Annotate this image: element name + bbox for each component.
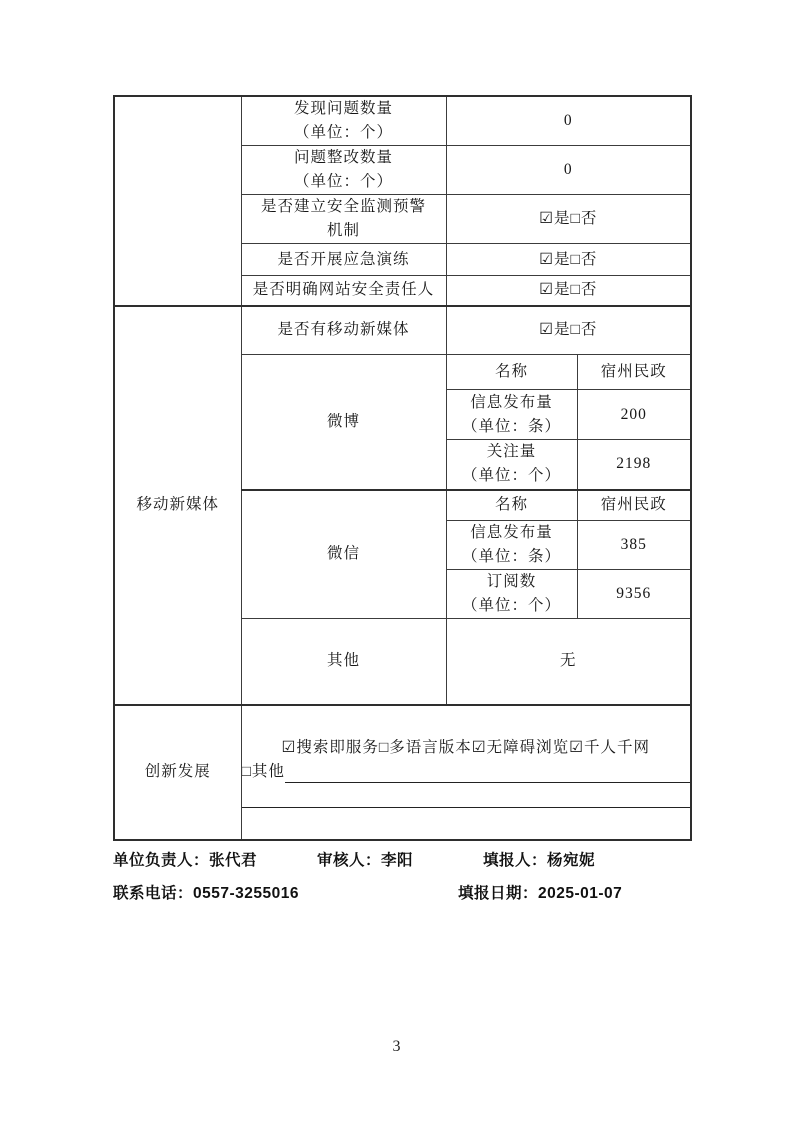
label-line-1: 发现问题数量 [293, 100, 393, 117]
group-cell-mobile-media: 移动新媒体 [114, 306, 241, 705]
label-line-1: 关注量 [486, 443, 537, 461]
table-row [114, 306, 691, 355]
label-line-1: 问题整改数量 [293, 149, 393, 166]
emergency-drill-label: 是否开展应急演练 [241, 244, 446, 276]
innovation-cell [241, 705, 691, 840]
blank-underline [285, 760, 690, 783]
other-media-value: 无 [446, 619, 691, 705]
security-warning-mechanism-label [241, 195, 446, 244]
option-search-as-service: ☑搜索即服务 [281, 739, 379, 756]
issues-rectified-label [241, 146, 446, 195]
footer-responsible: 单位负责人：张代君 [113, 852, 258, 869]
weibo-label: 微博 [241, 355, 446, 490]
footer-phone: 联系电话：0557-3255016 [113, 885, 299, 902]
label-line-1: 信息发布量 [470, 393, 553, 411]
issues-found-label [241, 96, 446, 146]
weibo-posts-value: 200 [577, 390, 691, 440]
label-line-2: （单位：条） [461, 548, 561, 565]
weibo-followers-label [446, 440, 577, 490]
table-row [114, 705, 691, 840]
option-multilingual: □多语言版本 [378, 739, 472, 756]
label-line-2: （单位：个） [293, 124, 393, 141]
other-media-label: 其他 [241, 619, 446, 705]
emergency-drill-checkbox: ☑是□否 [446, 244, 691, 276]
report-table [113, 95, 692, 841]
innovation-options [242, 736, 691, 760]
wechat-subscribers-label [446, 570, 577, 619]
wechat-subscribers-value: 9356 [577, 570, 691, 619]
weibo-name-value: 宿州民政 [577, 355, 691, 390]
weibo-name-label: 名称 [446, 355, 577, 390]
label-line-1: 订阅数 [486, 573, 537, 590]
issues-rectified-value: 0 [446, 146, 691, 195]
label-line-2: （单位：条） [461, 417, 561, 435]
issues-found-value: 0 [446, 96, 691, 146]
security-responsible-person-checkbox: ☑是□否 [446, 276, 691, 306]
wechat-name-label: 名称 [446, 490, 577, 521]
security-warning-mechanism-checkbox: ☑是□否 [446, 195, 691, 244]
footer-date: 填报日期：2025-01-07 [458, 885, 623, 902]
innovation-other-line [242, 760, 691, 787]
blank-underline [242, 787, 691, 808]
option-qianren-qianwang: ☑千人千网 [569, 739, 651, 756]
footer-filler: 填报人：杨宛妮 [483, 852, 596, 869]
wechat-posts-value: 385 [577, 521, 691, 570]
option-other: □其他 [241, 763, 285, 780]
option-accessible-browsing: ☑无障碍浏览 [471, 739, 570, 756]
wechat-label: 微信 [241, 490, 446, 619]
label-line-2: （单位：个） [461, 597, 561, 614]
label-line-1: 信息发布量 [470, 524, 553, 541]
footer-reviewer: 审核人：李阳 [317, 852, 414, 869]
label-line-2: （单位：个） [293, 173, 393, 190]
group-cell-blank [114, 96, 241, 306]
wechat-name-value: 宿州民政 [577, 490, 691, 521]
label-line-2: （单位：个） [461, 467, 561, 485]
table-row [114, 96, 691, 146]
has-mobile-media-checkbox: ☑是□否 [446, 306, 691, 355]
group-cell-innovation: 创新发展 [114, 705, 241, 840]
label-line-2: 机制 [326, 222, 360, 239]
label-line-1: 是否建立安全监测预警 [260, 198, 426, 215]
wechat-posts-label [446, 521, 577, 570]
weibo-posts-label [446, 390, 577, 440]
page-number: 3 [392, 1038, 401, 1055]
weibo-followers-value: 2198 [577, 440, 691, 490]
security-responsible-person-label: 是否明确网站安全责任人 [241, 276, 446, 306]
has-mobile-media-label: 是否有移动新媒体 [241, 306, 446, 355]
